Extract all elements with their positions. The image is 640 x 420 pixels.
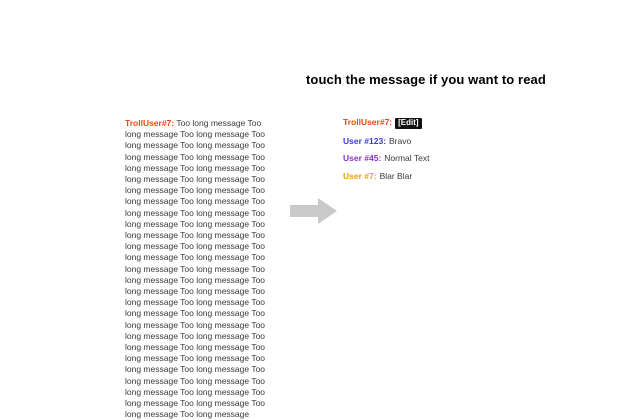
message-author: User #45: xyxy=(343,153,382,163)
list-item[interactable] xyxy=(343,153,513,164)
right-arrow-icon xyxy=(290,198,338,224)
long-message-block xyxy=(125,118,273,420)
message-text: Normal Text xyxy=(384,153,430,163)
message-text: Bravo xyxy=(389,135,412,146)
long-message-body: Too long message Too long message Too long message Too long message Too long message Too long message Too long message Too long message Too long message Too long message Too long message Too long message Too long message Too long message Too long message Too long message Too long message Too long message Too long message Too long message Too long message Too long message Too long message Too long message Too long message Too long message Too long message Too long message Too long message Too long message Too long message Too long message Too long message Too long message Too long message Too long message Too long message Too long message Too long message Too long message Too long message Too long message Too long message Too long message Too long message Too long message Too long message Too long message Too long message Too long message Too long message Too long message Too long message xyxy=(125,118,266,420)
message-author: TrollUser#7: xyxy=(343,117,393,127)
redacted-badge[interactable]: [Edit] xyxy=(395,118,421,129)
message-text: Blar Blar xyxy=(379,170,413,181)
long-message-author: TrollUser#7: xyxy=(125,118,175,128)
collapsed-message-list xyxy=(343,117,513,188)
page-title: touch the message if you want to read xyxy=(306,72,546,87)
message-author: User #7: xyxy=(343,170,377,181)
list-item[interactable] xyxy=(343,171,513,182)
list-item[interactable] xyxy=(343,117,513,129)
message-author: User #123: xyxy=(343,135,387,146)
list-item[interactable] xyxy=(343,136,513,147)
